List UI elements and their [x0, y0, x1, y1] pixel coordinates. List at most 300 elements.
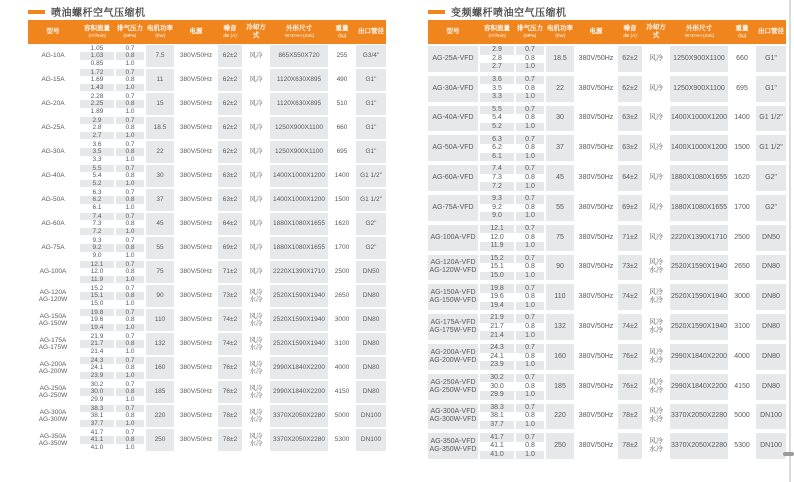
flow-value: 7.3	[92, 220, 102, 228]
flow-value: 24.1	[90, 364, 104, 372]
cooling-cell	[644, 46, 668, 72]
cooling-cell	[644, 284, 668, 310]
flow-value: 7.3	[492, 174, 502, 182]
pressure-value: 0.7	[516, 46, 544, 55]
dimensions-cell: 2990X1840X2200	[270, 381, 328, 403]
model-cell-line: AG-10A	[41, 52, 65, 60]
column-header	[356, 20, 386, 44]
outlet-cell: G1"	[356, 93, 386, 115]
pressure-value: 1.0	[516, 361, 544, 370]
flow-value: 3.5	[492, 84, 502, 92]
flow-value: 7.2	[480, 182, 514, 191]
outlet-cell: DN100	[356, 405, 386, 427]
table-row	[28, 236, 386, 260]
column-header	[756, 20, 786, 44]
cooling-cell-line: 风冷	[649, 114, 663, 122]
flow-value: 9.3	[480, 195, 514, 204]
noise-cell: 78±2	[618, 404, 642, 430]
model-cell-line: AG-150A-VFD	[430, 289, 476, 297]
model-cell-line: AG-150W-VFD	[429, 297, 477, 305]
table-row	[28, 308, 386, 332]
cooling-cell	[244, 381, 268, 403]
pressure-cell	[516, 76, 544, 102]
power-supply-cell: 380V/50Hz	[179, 412, 213, 420]
model-cell	[28, 213, 78, 235]
flow-cell	[80, 357, 114, 379]
pressure-cell	[516, 404, 544, 430]
power-cell: 15	[146, 93, 174, 115]
flow-value: 12.1	[80, 261, 114, 268]
flow-value: 41.7	[90, 429, 104, 436]
power-supply-cell: 380V/50Hz	[578, 382, 614, 390]
pressure-value: 1.0	[116, 372, 144, 379]
power-supply-cell: 380V/50Hz	[578, 442, 614, 450]
scrollbar-thumb[interactable]	[783, 452, 794, 456]
table-row	[428, 342, 786, 372]
pressure-value: 0.7	[516, 225, 544, 234]
cooling-cell	[644, 106, 668, 132]
flow-value: 6.2	[80, 196, 114, 203]
noise-cell: 73±2	[618, 255, 642, 281]
power-cell: 185	[546, 374, 574, 400]
power-cell: 18.5	[146, 117, 174, 139]
column-header	[644, 20, 668, 44]
dimensions-cell: 1120X630X895	[270, 69, 328, 91]
cooling-cell-line: 风冷	[649, 378, 663, 386]
model-cell-line: AG-15A	[41, 76, 65, 84]
cooling-cell-line: 风冷	[249, 432, 263, 440]
column-header-unit: W×D×H (mm)	[684, 33, 714, 39]
power-cell: 37	[146, 189, 174, 211]
table-header-row	[28, 20, 386, 44]
flow-value: 19.8	[480, 284, 514, 293]
flow-value: 11.9	[480, 242, 514, 251]
power-supply-cell: 380V/50Hz	[179, 52, 213, 60]
flow-value: 24.1	[490, 352, 504, 360]
flow-value: 9.2	[492, 203, 502, 211]
flow-value: 24.3	[480, 344, 514, 353]
pressure-cell	[516, 314, 544, 340]
pressure-cell	[516, 433, 544, 459]
power-supply-cell: 380V/50Hz	[179, 436, 213, 444]
column-header-label: 电源	[589, 28, 603, 36]
table-row	[428, 163, 786, 193]
pressure-cell	[116, 429, 144, 451]
flow-value: 21.9	[90, 333, 104, 340]
dimensions-cell: 1880X1080X1655	[270, 237, 328, 259]
power-supply-cell: 380V/50Hz	[578, 114, 614, 122]
cooling-cell-line: 风冷	[249, 100, 263, 108]
model-cell-line: AG-25A-VFD	[432, 54, 474, 62]
weight-cell: 660	[336, 124, 348, 132]
flow-value: 2.7	[80, 132, 114, 139]
cooling-cell-line: 风冷	[249, 196, 263, 204]
flow-value: 21.7	[80, 340, 114, 347]
model-cell-line: AG-200W	[38, 368, 68, 375]
power-supply-cell: 380V/50Hz	[578, 54, 614, 62]
pressure-value: 0.8	[125, 172, 135, 180]
cooling-cell-line: 风冷	[649, 438, 663, 446]
power-cell: 90	[146, 285, 174, 307]
column-header-label: 冷却方式	[646, 24, 666, 39]
model-cell-line: AG-250W	[38, 392, 68, 399]
power-cell: 185	[146, 381, 174, 403]
pressure-value: 0.8	[525, 323, 535, 331]
outlet-cell: DN80	[756, 314, 786, 340]
dimensions-cell: 3370X2050X2280	[670, 433, 728, 459]
pressure-value: 0.7	[516, 433, 544, 442]
model-cell	[428, 255, 478, 281]
column-header	[270, 20, 328, 44]
cooling-cell-line: 水冷	[649, 416, 663, 424]
flow-value: 2.7	[480, 63, 514, 72]
power-supply-cell: 380V/50Hz	[179, 316, 213, 324]
power-cell: 22	[146, 141, 174, 163]
dimensions-cell: 2990X1840X2200	[670, 344, 728, 370]
pressure-value: 0.8	[116, 292, 144, 299]
column-header-unit: (MPa)	[123, 33, 137, 39]
outlet-cell: DN80	[356, 309, 386, 331]
flow-value: 6.1	[92, 203, 102, 211]
outlet-cell: DN80	[356, 357, 386, 379]
dimensions-cell: 1400X1000X1200	[670, 106, 728, 132]
pressure-value: 0.7	[516, 255, 544, 264]
power-cell: 132	[546, 314, 574, 340]
model-cell-line: AG-40A	[41, 172, 65, 180]
flow-value: 3.3	[480, 93, 514, 102]
pressure-value: 1.0	[516, 391, 544, 400]
model-cell	[28, 141, 78, 163]
cooling-cell-line: 风冷	[649, 348, 663, 356]
flow-value: 9.0	[92, 251, 102, 259]
flow-value: 15.0	[90, 299, 104, 307]
outlet-cell: DN100	[356, 429, 386, 451]
cooling-cell-line: 风冷	[649, 203, 663, 211]
weight-cell: 1400	[334, 172, 350, 180]
flow-value: 0.85	[90, 59, 104, 67]
pressure-value: 0.7	[116, 357, 144, 364]
flow-value: 5.4	[492, 114, 502, 122]
noise-cell: 63±2	[218, 189, 242, 211]
pressure-value: 0.8	[525, 203, 535, 211]
table-body	[28, 44, 386, 452]
model-cell	[28, 189, 78, 211]
dimensions-cell: 1400X1000X1200	[270, 189, 328, 211]
noise-cell: 74±2	[218, 333, 242, 355]
dimensions-cell: 2520X1590X1940	[270, 285, 328, 307]
power-cell: 220	[146, 405, 174, 427]
outlet-cell: DN50	[356, 261, 386, 283]
pressure-value: 0.8	[116, 436, 144, 443]
flow-value: 21.4	[480, 331, 514, 340]
pressure-value: 1.0	[116, 132, 144, 139]
column-header-label: 排气压力	[517, 25, 543, 33]
cooling-cell	[644, 195, 668, 221]
dimensions-cell: 3370X2050X2280	[270, 405, 328, 427]
pressure-value: 0.8	[116, 244, 144, 251]
flow-value: 15.2	[480, 255, 514, 264]
cooling-cell-line: 水冷	[249, 344, 263, 351]
cooling-cell-line: 风冷	[249, 148, 263, 156]
weight-cell: 5300	[734, 442, 750, 450]
model-cell	[428, 284, 478, 310]
section-title-row	[28, 5, 146, 18]
pressure-cell	[116, 309, 144, 331]
column-header-label: 噪音	[223, 25, 237, 33]
cooling-cell-line: 水冷	[649, 446, 663, 454]
weight-cell: 4000	[734, 352, 750, 360]
power-cell: 30	[546, 106, 574, 132]
table-row	[428, 253, 786, 283]
dimensions-cell: 1250X900X1100	[670, 76, 728, 102]
power-supply-cell: 380V/50Hz	[179, 340, 213, 348]
model-cell-line: AG-40A-VFD	[432, 114, 474, 122]
weight-cell: 1400	[734, 114, 750, 122]
flow-cell	[480, 165, 514, 191]
flow-value: 37.7	[480, 421, 514, 430]
model-cell	[28, 69, 78, 91]
flow-value: 1.03	[80, 52, 114, 59]
cooling-cell-line: 风冷	[649, 174, 663, 182]
flow-value: 21.7	[490, 323, 504, 331]
pressure-value: 1.0	[125, 251, 135, 259]
pressure-value: 1.0	[516, 153, 544, 162]
model-cell-line: AG-120A-VFD	[430, 259, 476, 267]
model-cell	[28, 165, 78, 187]
table-row	[428, 431, 786, 461]
pressure-cell	[116, 213, 144, 235]
cooling-cell-line: 水冷	[249, 296, 263, 303]
pressure-value: 1.0	[116, 180, 144, 187]
pressure-value: 0.7	[125, 333, 135, 340]
outlet-cell: G1"	[356, 117, 386, 139]
flow-value: 15.1	[490, 263, 504, 271]
model-cell-line: AG-350A-VFD	[430, 438, 476, 446]
flow-cell	[480, 76, 514, 102]
table-row	[28, 284, 386, 308]
flow-value: 15.2	[90, 285, 104, 292]
model-cell-line: AG-300W-VFD	[429, 416, 477, 424]
flow-value: 29.9	[90, 395, 104, 403]
outlet-cell: G1"	[356, 141, 386, 163]
pressure-value: 1.0	[516, 63, 544, 72]
table-row	[28, 44, 386, 68]
cooling-cell-line: 水冷	[249, 416, 263, 423]
pressure-value: 1.0	[116, 276, 144, 283]
dimensions-cell: 1120X630X895	[270, 93, 328, 115]
power-cell: 110	[546, 284, 574, 310]
flow-cell	[80, 213, 114, 235]
flow-value: 38.3	[480, 404, 514, 413]
pressure-value: 0.8	[525, 144, 535, 152]
column-header-label: 容积流量	[484, 25, 510, 33]
noise-cell: 63±2	[218, 165, 242, 187]
pressure-value: 0.7	[516, 344, 544, 353]
noise-cell: 63±2	[618, 106, 642, 132]
column-header-label: 容积流量	[84, 25, 110, 33]
pressure-cell	[516, 374, 544, 400]
column-header-label: 外形尺寸	[686, 25, 712, 33]
dimensions-cell: 2520X1590X1940	[270, 333, 328, 355]
pressure-value: 1.0	[516, 421, 544, 430]
flow-cell	[80, 333, 114, 355]
model-cell	[28, 117, 78, 139]
noise-cell: 64±2	[618, 165, 642, 191]
power-cell: 132	[146, 333, 174, 355]
flow-value: 30.2	[90, 381, 104, 388]
table-row	[428, 282, 786, 312]
table-row	[28, 68, 386, 92]
dimensions-cell: 2990X1840X2200	[270, 357, 328, 379]
flow-cell	[80, 45, 114, 67]
flow-cell	[480, 433, 514, 459]
pressure-value: 0.7	[125, 93, 135, 100]
pressure-value: 0.8	[525, 54, 535, 62]
model-cell-line: AG-60A-VFD	[432, 174, 474, 182]
dimensions-cell: 2220X1390X1710	[270, 261, 328, 283]
weight-cell: 695	[736, 84, 748, 92]
outlet-cell: DN80	[756, 344, 786, 370]
cooling-cell-line: 风冷	[249, 360, 263, 368]
flow-cell	[480, 135, 514, 161]
pressure-cell	[116, 165, 144, 187]
flow-value: 2.9	[80, 117, 114, 124]
power-cell: 160	[146, 357, 174, 379]
flow-cell	[80, 69, 114, 91]
pressure-value: 1.0	[125, 347, 135, 355]
table-row	[28, 212, 386, 236]
flow-value: 5.4	[92, 172, 102, 180]
cooling-cell	[644, 165, 668, 191]
model-cell-line: AG-60A	[41, 220, 65, 228]
noise-cell: 78±2	[618, 433, 642, 459]
table-row	[428, 402, 786, 432]
column-header	[176, 20, 216, 44]
power-supply-cell: 380V/50Hz	[578, 323, 614, 331]
outlet-cell: G3/4"	[356, 45, 386, 67]
flow-value: 6.3	[480, 135, 514, 144]
pressure-value: 0.7	[125, 189, 135, 196]
cooling-cell	[644, 404, 668, 430]
pressure-value: 0.8	[116, 388, 144, 395]
cooling-cell-line: 风冷	[249, 288, 263, 296]
pressure-value: 1.0	[516, 302, 544, 311]
model-cell-line: AG-120W-VFD	[429, 267, 477, 275]
flow-cell	[480, 404, 514, 430]
model-cell-line: AG-150W	[38, 320, 68, 327]
weight-cell: 490	[336, 76, 348, 84]
cooling-cell-line: 风冷	[249, 172, 263, 180]
table-row	[28, 404, 386, 428]
model-cell-line: AG-20A	[41, 100, 65, 108]
flow-value: 19.6	[90, 316, 104, 324]
cooling-cell	[244, 189, 268, 211]
flow-value: 37.7	[80, 420, 114, 427]
noise-cell: 62±2	[218, 141, 242, 163]
flow-value: 1.43	[80, 84, 114, 91]
noise-cell: 71±2	[618, 225, 642, 251]
table-row	[28, 140, 386, 164]
table-row	[428, 223, 786, 253]
model-cell	[28, 45, 78, 67]
outlet-cell: G1 1/2"	[756, 106, 786, 132]
pressure-value: 1.0	[125, 443, 135, 451]
flow-value: 29.9	[480, 391, 514, 400]
dimensions-cell: 1250X900X1100	[670, 46, 728, 72]
cooling-cell	[644, 344, 668, 370]
flow-cell	[480, 195, 514, 221]
cooling-cell	[244, 261, 268, 283]
column-header	[330, 20, 354, 44]
flow-value: 2.8	[492, 54, 502, 62]
power-cell: 75	[546, 225, 574, 251]
power-supply-cell: 380V/50Hz	[179, 388, 213, 396]
cooling-cell	[244, 333, 268, 355]
flow-value: 23.9	[80, 372, 114, 379]
model-cell-line: AG-25A	[41, 124, 65, 132]
flow-value: 12.0	[490, 233, 504, 241]
noise-cell: 69±2	[218, 237, 242, 259]
table-header-row	[428, 20, 786, 44]
flow-value: 6.2	[492, 144, 502, 152]
table-row	[428, 44, 786, 74]
cooling-cell-line: 水冷	[649, 386, 663, 394]
model-cell	[28, 237, 78, 259]
power-cell: 110	[146, 309, 174, 331]
cooling-cell-line: 水冷	[649, 267, 663, 275]
power-supply-cell: 380V/50Hz	[179, 268, 213, 276]
pressure-cell	[516, 195, 544, 221]
dimensions-cell: 1880X1080X1655	[670, 165, 728, 191]
model-cell-line: AG-50A	[41, 196, 65, 204]
column-header-unit: (MPa)	[523, 33, 537, 39]
model-cell-line: AG-200A-VFD	[430, 348, 476, 356]
cooling-cell-line: 风冷	[649, 319, 663, 327]
flow-value: 21.9	[480, 314, 514, 323]
noise-cell: 64±2	[218, 213, 242, 235]
cooling-cell-line: 风冷	[649, 84, 663, 92]
flow-cell	[80, 117, 114, 139]
flow-value: 12.0	[90, 268, 104, 276]
pressure-value: 0.8	[116, 148, 144, 155]
pressure-value: 1.0	[116, 420, 144, 427]
pressure-value: 0.7	[516, 195, 544, 204]
pressure-cell	[516, 165, 544, 191]
cooling-cell-line: 风冷	[249, 244, 263, 252]
cooling-cell-line: 水冷	[649, 327, 663, 335]
cooling-cell-line: 风冷	[649, 408, 663, 416]
power-cell: 55	[546, 195, 574, 221]
flow-value: 2.9	[480, 46, 514, 55]
noise-cell: 78±2	[218, 429, 242, 451]
pressure-cell	[516, 344, 544, 370]
column-header-unit: dB (A)	[223, 33, 237, 39]
cooling-cell	[244, 405, 268, 427]
pressure-cell	[116, 381, 144, 403]
flow-value: 1.05	[90, 45, 104, 52]
model-cell	[428, 374, 478, 400]
noise-cell: 62±2	[218, 93, 242, 115]
model-cell-line: AG-350W-VFD	[429, 446, 477, 454]
flow-cell	[80, 405, 114, 427]
pressure-value: 0.7	[125, 429, 135, 436]
flow-value: 3.6	[480, 76, 514, 85]
flow-value: 7.4	[480, 165, 514, 174]
column-header	[80, 20, 114, 44]
model-cell	[28, 405, 78, 427]
model-cell-line: AG-350A	[39, 432, 67, 440]
noise-cell: 62±2	[218, 117, 242, 139]
